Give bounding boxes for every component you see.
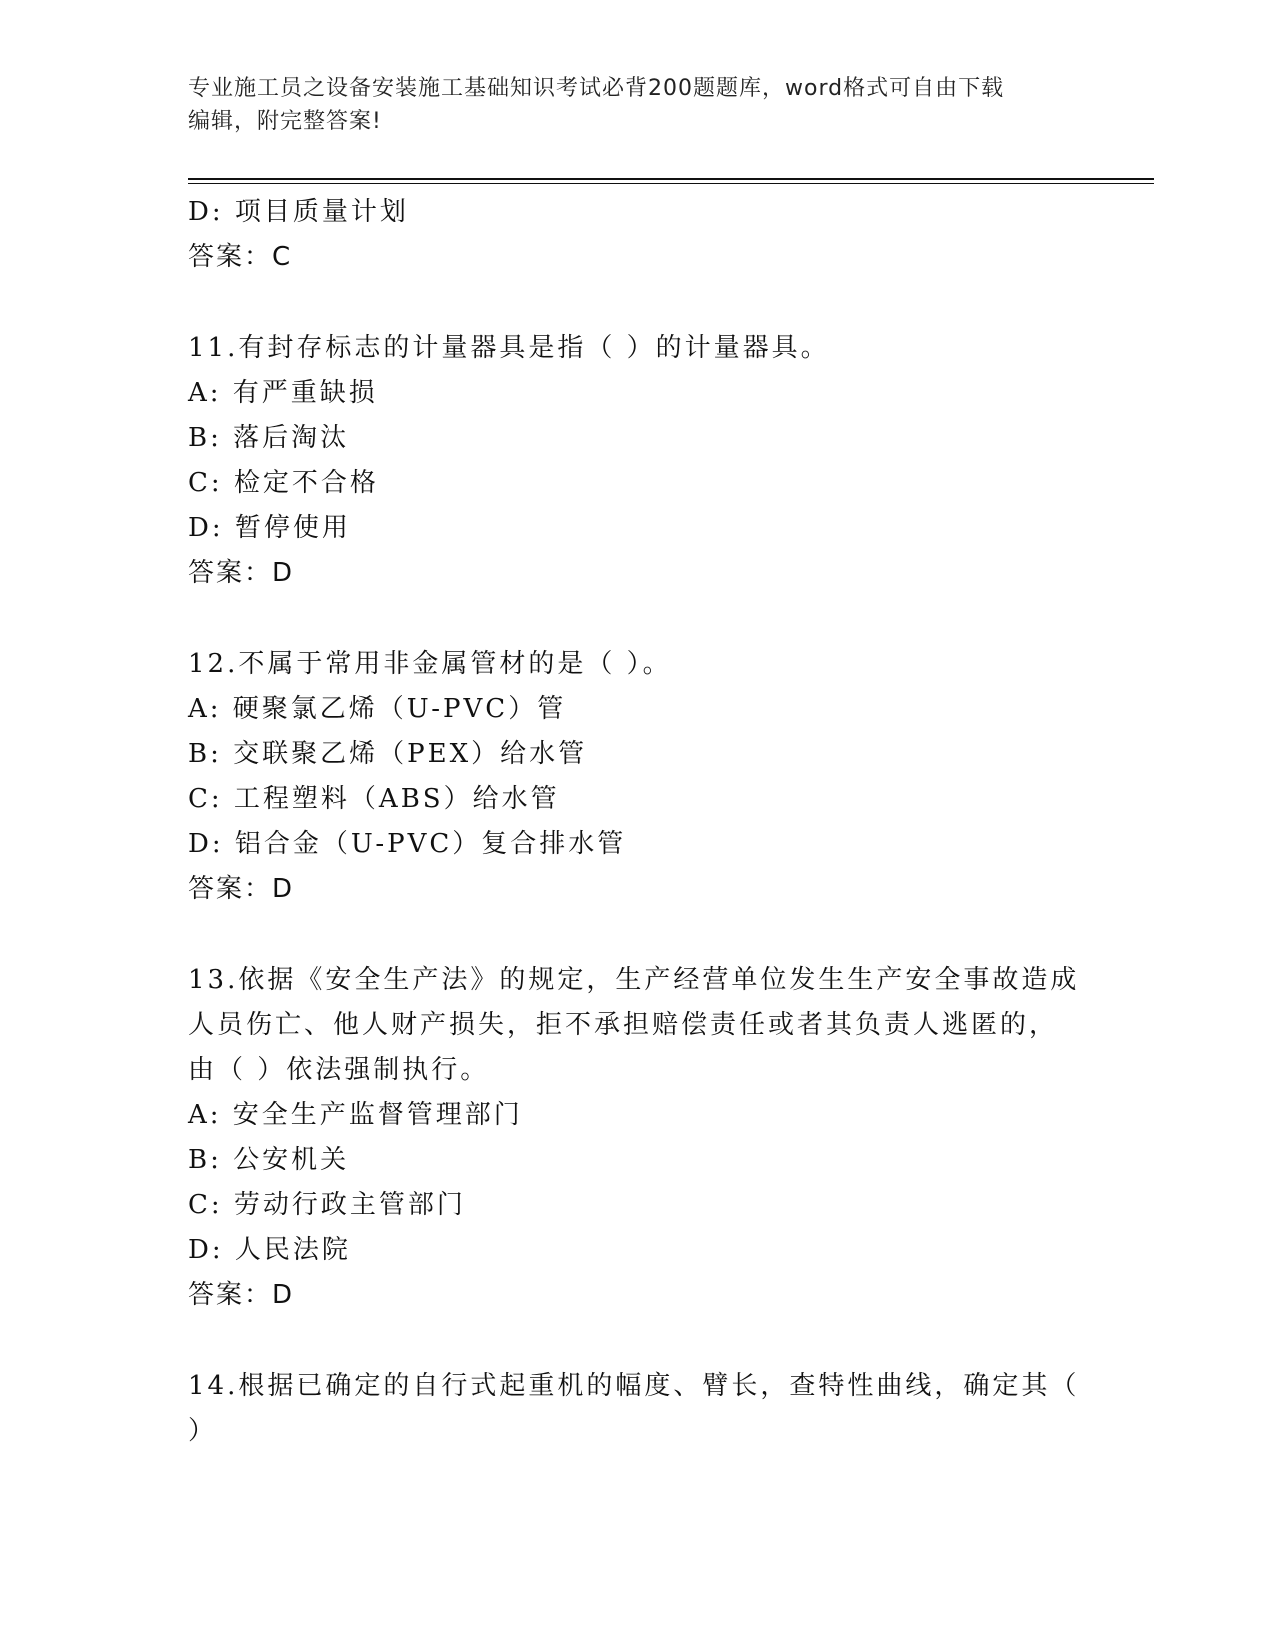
document-header [188, 72, 1068, 138]
header-line-2: 编辑，附完整答案! [188, 109, 382, 134]
question-13 [188, 958, 1088, 1318]
question-stem-line-1: 13.依据《安全生产法》的规定，生产经营单位发生生产安全事故造成 [188, 965, 1080, 995]
header-divider-thin [188, 183, 1154, 184]
option-d: D: 铝合金（U-PVC）复合排水管 [188, 829, 627, 859]
answer: 答案：D [188, 874, 295, 904]
option-a: A: 安全生产监督管理部门 [188, 1100, 523, 1130]
option-b: B: 落后淘汰 [188, 423, 350, 453]
question-stem-line-2: 人员伤亡、他人财产损失，拒不承担赔偿责任或者其负责人逃匿的， [188, 1010, 1059, 1040]
option-b: B: 交联聚乙烯（PEX）给水管 [188, 739, 588, 769]
option-c: C: 工程塑料（ABS）给水管 [188, 784, 560, 814]
header-divider-thick [188, 178, 1154, 180]
option-b: B: 公安机关 [188, 1145, 350, 1175]
question-stem-line-1: 14.根据已确定的自行式起重机的幅度、臂长，查特性曲线，确定其（ [188, 1371, 1080, 1401]
option-c: C: 劳动行政主管部门 [188, 1190, 466, 1220]
question-11 [188, 326, 1088, 596]
prev-option-d: D: 项目质量计划 [188, 197, 409, 227]
question-stem-line-3: 由（ ）依法强制执行。 [188, 1055, 490, 1085]
answer: 答案：D [188, 1280, 295, 1310]
question-14 [188, 1364, 1088, 1454]
option-d: D: 人民法院 [188, 1235, 351, 1265]
spacer [188, 596, 1088, 642]
prev-answer: 答案：C [188, 242, 293, 272]
spacer [188, 280, 1088, 326]
question-stem: 11.有封存标志的计量器具是指（ ）的计量器具。 [188, 333, 830, 363]
option-a: A: 硬聚氯乙烯（U-PVC）管 [188, 694, 567, 724]
question-stem: 12.不属于常用非金属管材的是（ ）。 [188, 649, 672, 679]
question-content [188, 190, 1088, 1454]
option-a: A: 有严重缺损 [188, 378, 378, 408]
header-line-1: 专业施工员之设备安装施工基础知识考试必背200题题库，word格式可自由下载 [188, 76, 1005, 101]
question-stem-line-2: ） [188, 1416, 218, 1446]
spacer [188, 1318, 1088, 1364]
question-12 [188, 642, 1088, 912]
option-c: C: 检定不合格 [188, 468, 379, 498]
spacer [188, 912, 1088, 958]
answer: 答案：D [188, 558, 295, 588]
option-d: D: 暂停使用 [188, 513, 351, 543]
